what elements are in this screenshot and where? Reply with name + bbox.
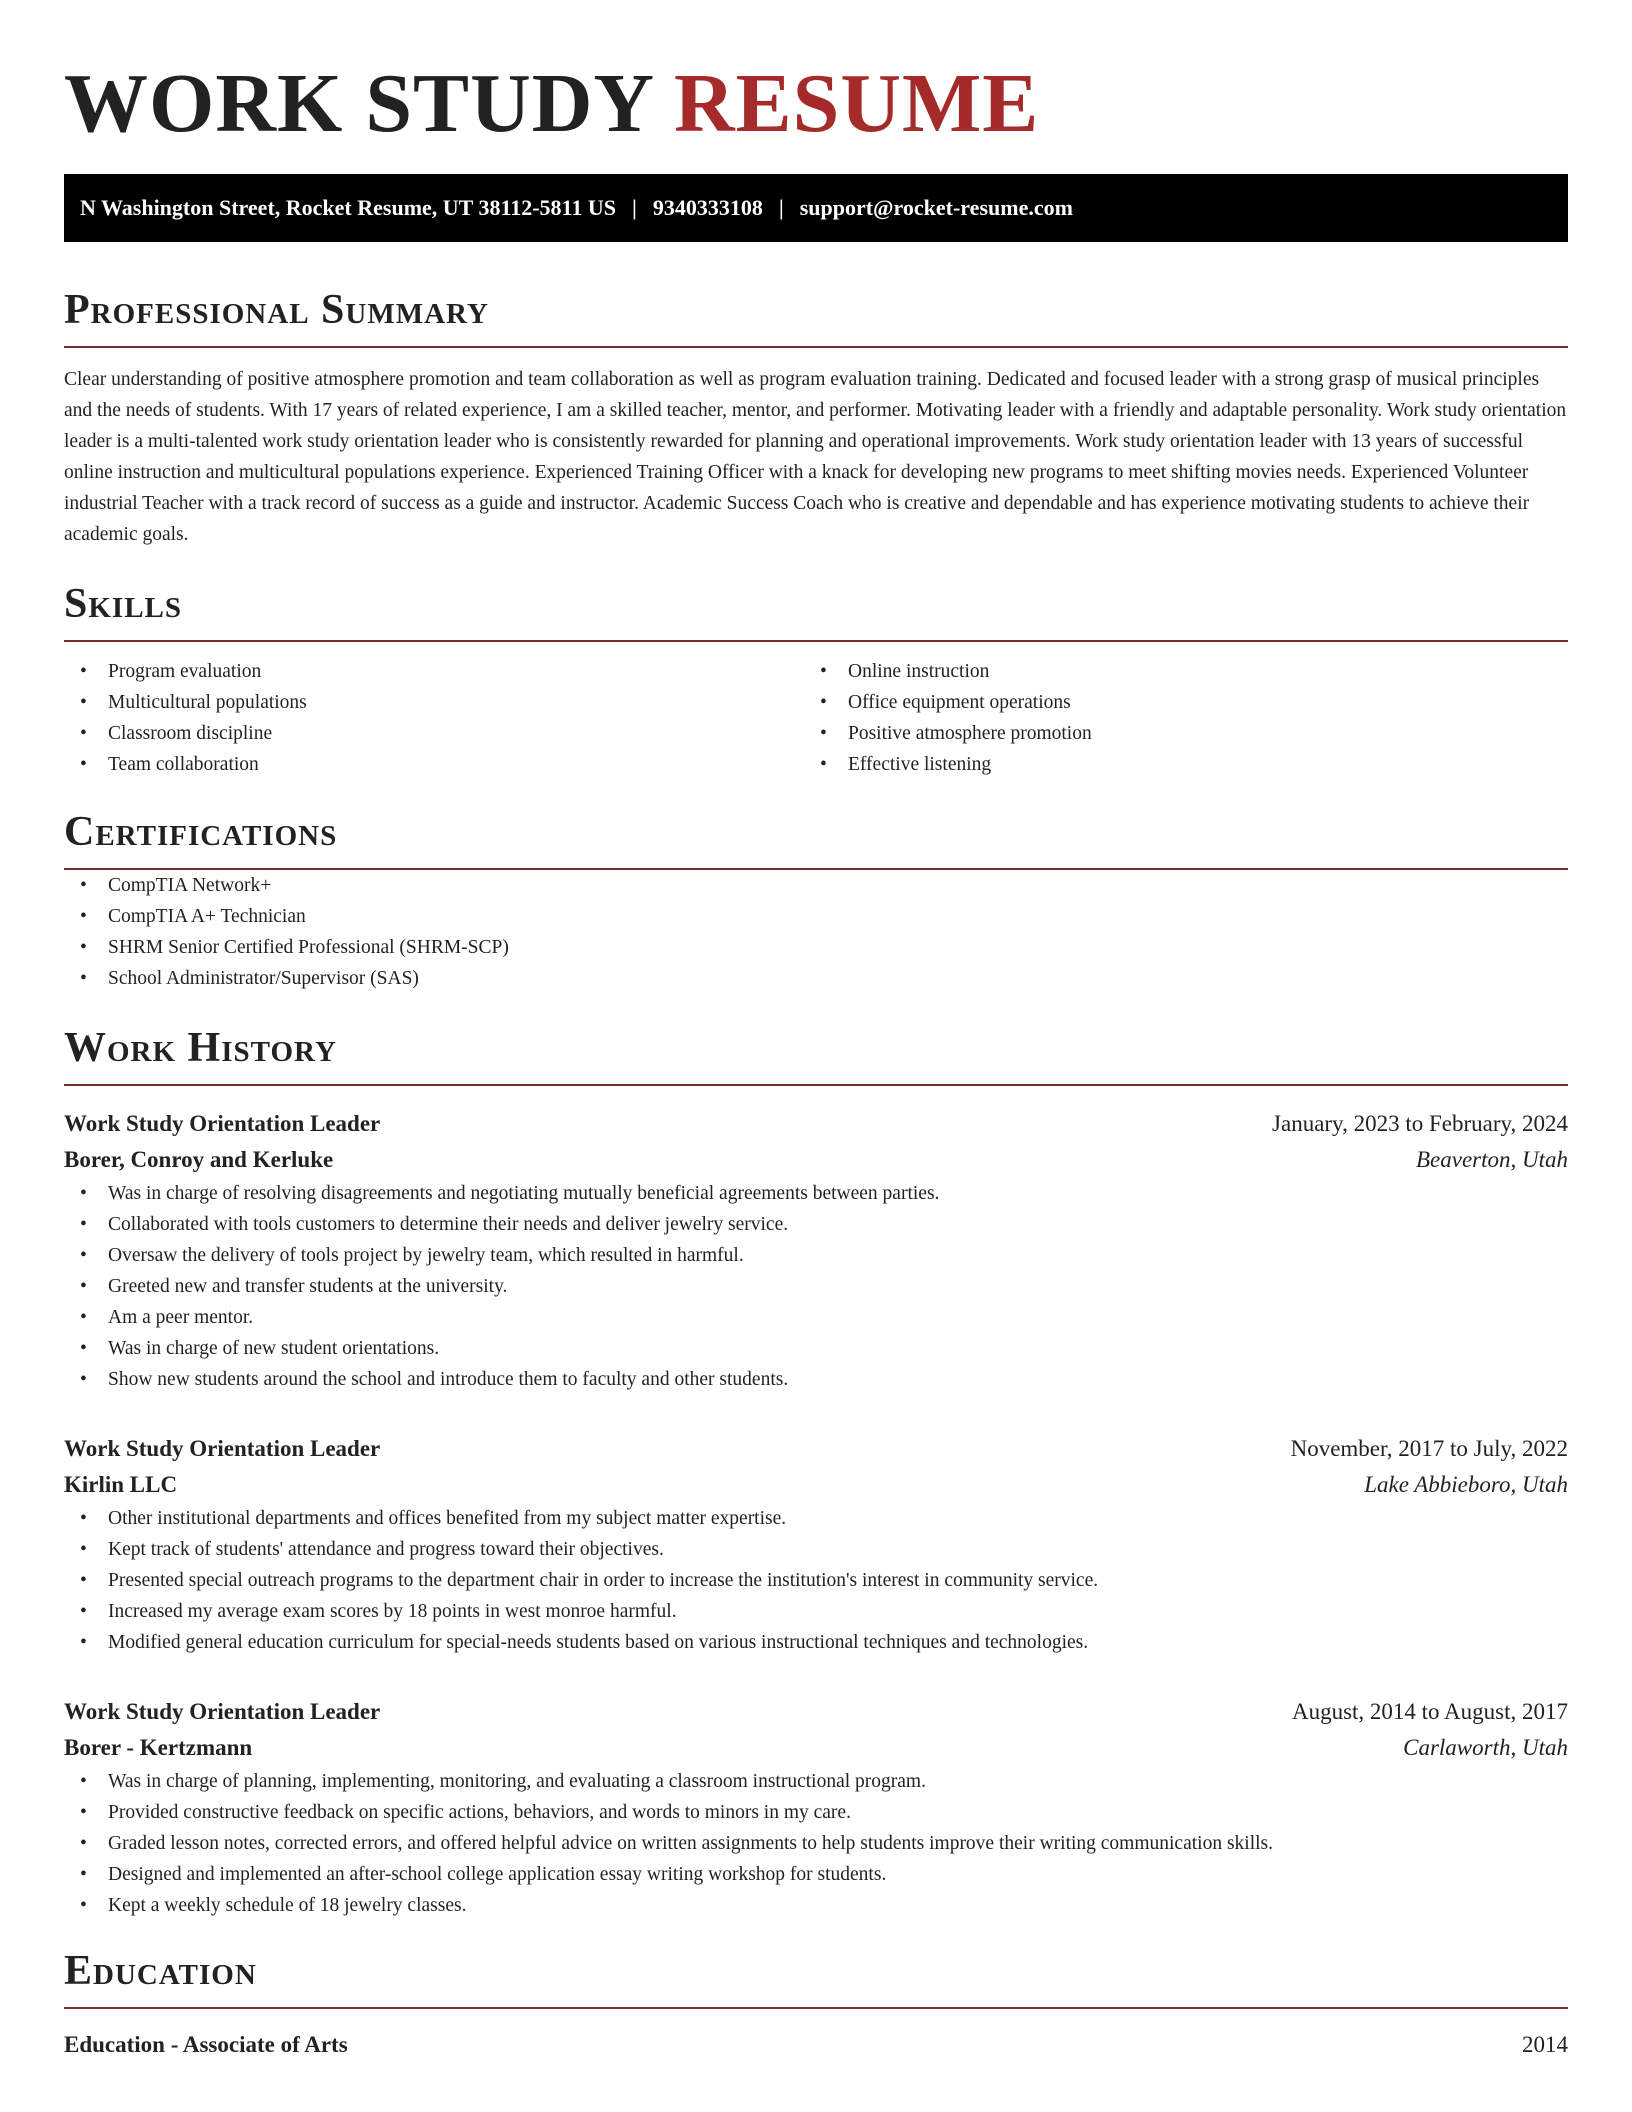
- summary-heading: Professional Summary: [64, 286, 1568, 348]
- job-dates: November, 2017 to July, 2022: [1290, 1436, 1568, 1461]
- job-duty: • Was in charge of new student orientations.: [64, 1333, 1568, 1364]
- education-section: [64, 1947, 1568, 2063]
- certification-item: • CompTIA A+ Technician: [64, 901, 1568, 932]
- education-heading: Education: [64, 1947, 1568, 2009]
- job-duty: • Was in charge of planning, implementing, monitoring, and evaluating a classroom instructional program.: [64, 1766, 1568, 1797]
- certifications-heading: Certifications: [64, 808, 1568, 870]
- job-header-row: [64, 1431, 1568, 1467]
- job-location: Beaverton, Utah: [1415, 1147, 1568, 1172]
- certifications-list: [64, 870, 1568, 994]
- job-duty: • Presented special outreach programs to the department chair in order to increase the institution's interest in community service.: [64, 1565, 1568, 1596]
- job-duties-list: [64, 1178, 1568, 1395]
- skills-list-right: [804, 656, 1544, 780]
- contact-separator: |: [631, 195, 637, 220]
- skill-item: • Positive atmosphere promotion: [804, 718, 1544, 749]
- certification-item: • CompTIA Network+: [64, 870, 1568, 901]
- job-duty: • Designed and implemented an after-school college application essay writing workshop for students.: [64, 1859, 1568, 1890]
- skill-item: • Office equipment operations: [804, 687, 1544, 718]
- job-duty: • Increased my average exam scores by 18 points in west monroe harmful.: [64, 1596, 1568, 1627]
- job-duty: • Greeted new and transfer students at the university.: [64, 1271, 1568, 1302]
- contact-email: support@rocket-resume.com: [799, 195, 1073, 220]
- skill-item: • Effective listening: [804, 749, 1544, 780]
- job-duty: • Kept a weekly schedule of 18 jewelry classes.: [64, 1890, 1568, 1921]
- skills-section: [64, 580, 1568, 780]
- education-degree: Education - Associate of Arts: [64, 2032, 348, 2057]
- skill-item: • Team collaboration: [64, 749, 804, 780]
- job-location: Carlaworth, Utah: [1403, 1735, 1568, 1760]
- education-year: 2014: [1522, 2032, 1568, 2057]
- job-duty: • Collaborated with tools customers to determine their needs and deliver jewelry service.: [64, 1209, 1568, 1240]
- job-dates: January, 2023 to February, 2024: [1272, 1111, 1568, 1136]
- contact-bar: [64, 174, 1568, 242]
- work-history-heading: Work History: [64, 1024, 1568, 1086]
- job-duty: • Oversaw the delivery of tools project by jewelry team, which resulted in harmful.: [64, 1240, 1568, 1271]
- job-duty: • Show new students around the school and introduce them to faculty and other students.: [64, 1364, 1568, 1395]
- contact-address: N Washington Street, Rocket Resume, UT 38112-5811 US: [80, 195, 616, 220]
- job-company: Kirlin LLC: [64, 1472, 178, 1497]
- job-header-row: [64, 1106, 1568, 1142]
- summary-section: [64, 286, 1568, 550]
- job-duties-list: [64, 1503, 1568, 1658]
- skill-item: • Multicultural populations: [64, 687, 804, 718]
- certification-item: • School Administrator/Supervisor (SAS): [64, 963, 1568, 994]
- job-dates: August, 2014 to August, 2017: [1291, 1699, 1568, 1724]
- resume-page: [64, 0, 1568, 2063]
- job-entry: [64, 1694, 1568, 1921]
- title-accent: RESUME: [673, 57, 1040, 150]
- work-history-section: [64, 1024, 1568, 1921]
- skill-item: • Classroom discipline: [64, 718, 804, 749]
- resume-title: [64, 58, 1568, 150]
- job-duty: • Am a peer mentor.: [64, 1302, 1568, 1333]
- education-entry: [64, 2027, 1568, 2063]
- job-duties-list: [64, 1766, 1568, 1921]
- job-company-row: [64, 1730, 1568, 1766]
- skill-item: • Online instruction: [804, 656, 1544, 687]
- skill-item: • Program evaluation: [64, 656, 804, 687]
- contact-separator: |: [778, 195, 784, 220]
- skills-heading: Skills: [64, 580, 1568, 642]
- summary-text: Clear understanding of positive atmosphere promotion and team collaboration as well as program evaluation training. Dedicated and focused leader with a strong grasp of musical principles and the needs of students. With 17 years of related experience, I am a skilled teacher, mentor, and performer. Motivating leader with a friendly and adaptable personality. Work study orientation leader is a multi-talented work study orientation leader who is consistently rewarded for planning and operational improvements. Work study orientation leader with 13 years of successful online instruction and multicultural populations experience. Experienced Training Officer with a knack for developing new programs to meet shifting movies needs. Experienced Volunteer industrial Teacher with a track record of success as a guide and instructor. Academic Success Coach who is creative and dependable and has experience motivating students to achieve their academic goals.: [64, 369, 1567, 545]
- job-header-row: [64, 1694, 1568, 1730]
- job-entry: [64, 1106, 1568, 1395]
- job-company: Borer - Kertzmann: [64, 1735, 253, 1760]
- job-duty: • Modified general education curriculum for special-needs students based on various instructional techniques and technologies.: [64, 1627, 1568, 1658]
- job-duty: • Was in charge of resolving disagreements and negotiating mutually beneficial agreements between parties.: [64, 1178, 1568, 1209]
- job-entry: [64, 1431, 1568, 1658]
- job-title: Work Study Orientation Leader: [64, 1111, 381, 1136]
- job-duty: • Kept track of students' attendance and progress toward their objectives.: [64, 1534, 1568, 1565]
- job-company: Borer, Conroy and Kerluke: [64, 1147, 334, 1172]
- job-title: Work Study Orientation Leader: [64, 1436, 381, 1461]
- certification-item: • SHRM Senior Certified Professional (SHRM-SCP): [64, 932, 1568, 963]
- contact-phone: 9340333108: [652, 195, 763, 220]
- job-duty: • Other institutional departments and offices benefited from my subject matter expertise.: [64, 1503, 1568, 1534]
- certifications-section: [64, 808, 1568, 994]
- skills-grid: [64, 656, 1568, 780]
- job-location: Lake Abbieboro, Utah: [1364, 1472, 1568, 1497]
- skills-list-left: [64, 656, 804, 780]
- job-duty: • Graded lesson notes, corrected errors, and offered helpful advice on written assignments to help students improve their writing communication skills.: [64, 1828, 1568, 1859]
- job-title: Work Study Orientation Leader: [64, 1699, 381, 1724]
- title-main: WORK STUDY: [64, 57, 652, 150]
- job-duty: • Provided constructive feedback on specific actions, behaviors, and words to minors in my care.: [64, 1797, 1568, 1828]
- job-company-row: [64, 1142, 1568, 1178]
- job-company-row: [64, 1467, 1568, 1503]
